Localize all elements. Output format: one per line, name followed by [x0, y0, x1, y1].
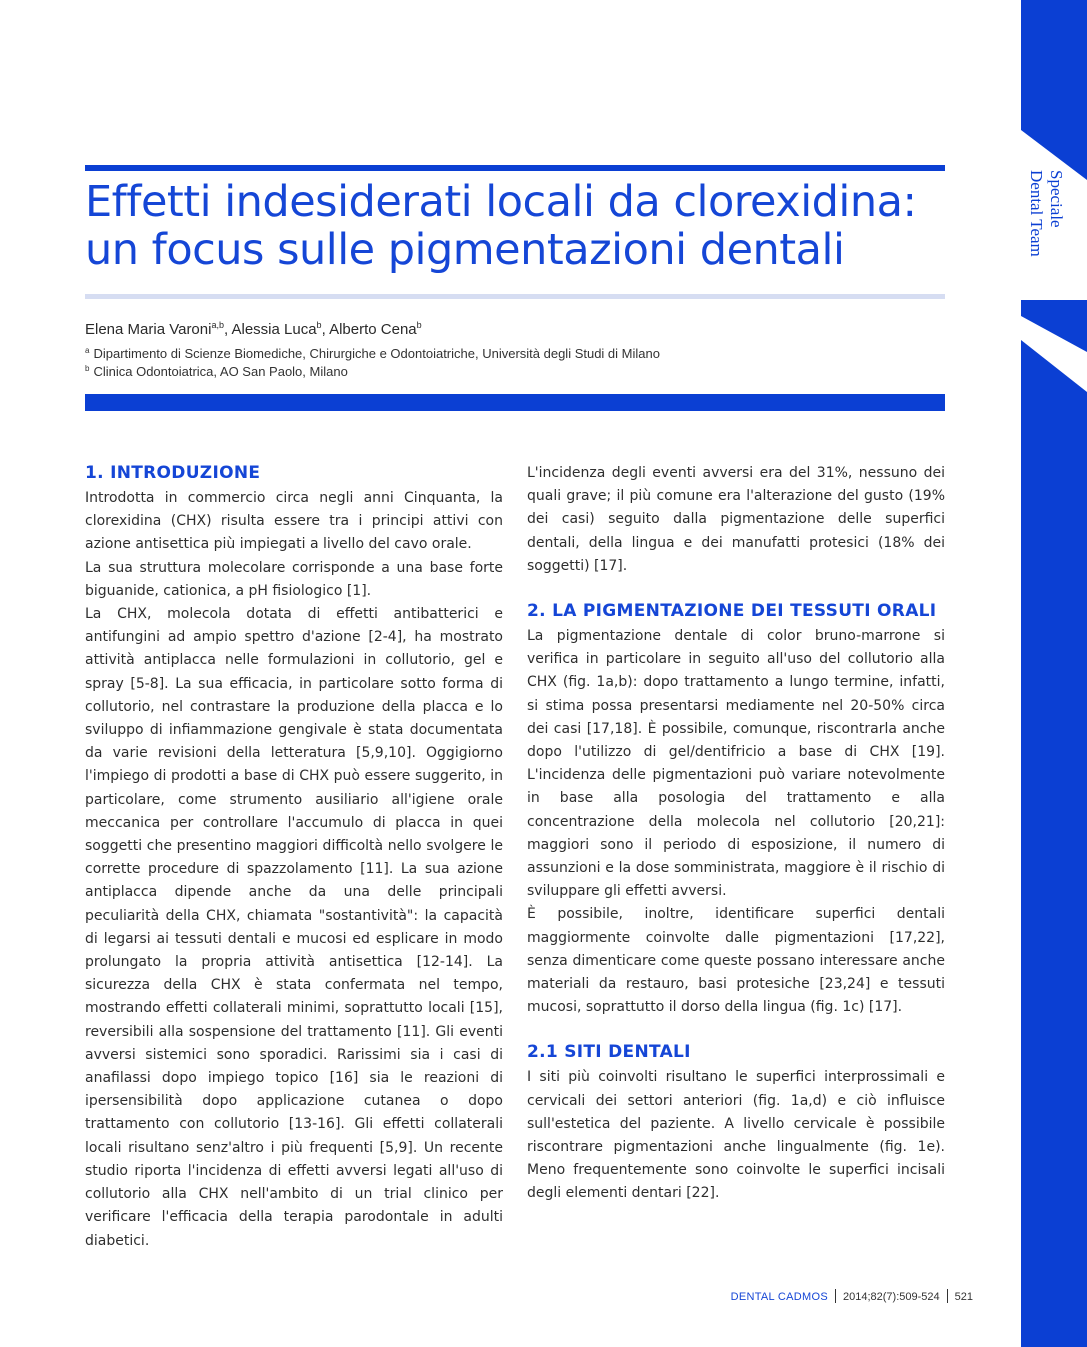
section-heading: 2.1 SITI DENTALI: [527, 1042, 691, 1063]
author-name: Elena Maria Varoni: [85, 321, 212, 338]
footer-divider: [947, 1289, 948, 1303]
article-title-line2: un focus sulle pigmentazioni dentali: [85, 225, 845, 275]
title-rule-top: [85, 165, 945, 171]
affiliation-mark: b: [85, 364, 90, 373]
article-title: [85, 178, 965, 274]
page-footer: [731, 1289, 973, 1303]
author-name: Alberto Cena: [329, 321, 417, 338]
paragraph: Introdotta in commercio circa negli anni Cinquanta, la clorexidina (CHX) risulta essere tra i principi attivi con azione antisettica più impiegati a livello del cavo orale.: [85, 490, 503, 553]
section-heading: 1. INTRODUZIONE: [85, 463, 261, 483]
affiliation: [85, 364, 348, 379]
column-right: [527, 462, 945, 1206]
author-affiliation-mark: a,b: [211, 320, 224, 330]
column-left: [85, 462, 503, 1253]
author-affiliation-mark: b: [416, 320, 422, 330]
section-label: [1024, 170, 1068, 290]
paragraph: I siti più coinvolti risultano le superfici interprossimali e cervicali dei settori anteriori (fig. 1a,d) e ciò influisce sull'estetica del paziente. A livello cervicale è possibile riscontrare pigmentazioni anche lingualmente (fig. 1e). Meno frequentemente sono coinvolte le superfici incisali degli elementi dentari [22].: [527, 1069, 945, 1202]
section-label-line2: Dental Team: [1027, 170, 1046, 257]
page-number: 521: [954, 1291, 973, 1303]
section-label-line1: Speciale: [1047, 170, 1066, 228]
affiliation: [85, 346, 660, 361]
paragraph: La pigmentazione dentale di color bruno-marrone si verifica in particolare in seguito all'uso del collutorio alla CHX (fig. 1a,b): dopo trattamento a lungo termine, infatti, si stima possa presentarsi mediamente nel 20-50% circa dei casi [17,18]. È possibile, comunque, riscontrarla anche dopo l'utilizzo di gel/dentifricio a base di CHX [19]. L'incidenza delle pigmentazioni può variare notevolmente in base alla posologia del trattamento e alla concentrazione della molecola nel collutorio [20,21]: maggiori sono il periodo di esposizione, il numero di assunzioni e la dose somministrata, maggiore è il rischio di sviluppare gli effetti avversi.: [527, 628, 945, 900]
affiliation-text: Dipartimento di Scienze Biomediche, Chirurgiche e Odontoiatriche, Università degli Studi di Milano: [93, 346, 660, 361]
journal-name: DENTAL CADMOS: [730, 1291, 828, 1303]
author-name: Alessia Luca: [231, 321, 317, 338]
paragraph: È possibile, inoltre, identificare superfici dentali maggiormente coinvolte dalle pigmentazioni [17,22], senza dimenticare come queste possano interessare anche materiali da restauro, basi protesiche [23,24] e tessuti mucosi, soprattutto il dorso della lingua (fig. 1c) [17].: [527, 906, 945, 1016]
affiliation-mark: a: [85, 346, 90, 355]
citation: 2014;82(7):509-524: [843, 1291, 940, 1303]
header-band: [85, 394, 945, 411]
affiliation-text: Clinica Odontoiatrica, AO San Paolo, Milano: [93, 364, 348, 379]
article-title-line1: Effetti indesiderati locali da clorexidina:: [85, 177, 917, 227]
section-heading: 2. LA PIGMENTAZIONE DEI TESSUTI ORALI: [527, 601, 937, 622]
paragraph: L'incidenza degli eventi avversi era del 31%, nessuno dei quali grave; il più comune era l'alterazione del gusto (19% dei casi) seguito dalla pigmentazione delle superfici dentali, della lingua e dei manufatti protesici (18% dei soggetti) [17].: [527, 465, 945, 574]
paragraph: La sua struttura molecolare corrisponde a una base forte biguanide, cationica, a pH fisiologico [1].: [85, 559, 503, 599]
footer-divider: [835, 1289, 836, 1303]
paragraph: La CHX, molecola dotata di effetti antibatterici e antifungini ad ampio spettro d'azione [2-4], ha mostrato attività antiplacca nelle formulazioni in collutorio, gel e spray [5-8]. La sua efficacia, in particolare sotto forma di collutorio, nel contrastare la produzione della placca e lo sviluppo di infiammazione gengivale è stata documentata da varie revisioni della letteratura [5,9,10]. Oggigiorno l'impiego di prodotti a base di CHX può essere suggerito, in particolare, come strumento ausiliario all'igiene orale meccanica per controllare l'accumulo di placca in quei soggetti che presentino maggiori difficoltà nello svolgere le corrette procedure di spazzolamento [11]. La sua azione antiplacca dipende anche da una delle principali peculiarità della CHX, chiamata "sostantività": la capacità di legarsi ai tessuti dentali e mucosi ed esplicare in modo prolungato la propria attività antisettica [12-14]. La sicurezza della CHX è stata confermata nel tempo, mostrando effetti collaterali minimi, soprattutto locali [15], reversibili alla sospensione del trattamento [11]. Gli eventi avversi sistemici sono sporadici. Rarissimi sia i casi di anafilassi dopo impiego topico [16] sia le reazioni di ipersensibilità dopo applicazione cutanea o dopo trattamento con collutorio [13-16]. Gli effetti collaterali locali risultano senz'altro i più frequenti [5,9]. Un recente studio riporta l'incidenza di effetti avversi legati all'uso di collutorio alla CHX nell'ambito di un trial clinico per verificare l'efficacia della terapia parodontale in adulti diabetici.: [85, 606, 503, 1249]
author-list: Elena Maria Varoni$^{a,b}$, Alessia Luca$^b$, Alberto Cena$^b$: [85, 320, 422, 338]
title-rule-bottom: [85, 294, 945, 299]
author-affiliation-mark: b: [316, 320, 322, 330]
